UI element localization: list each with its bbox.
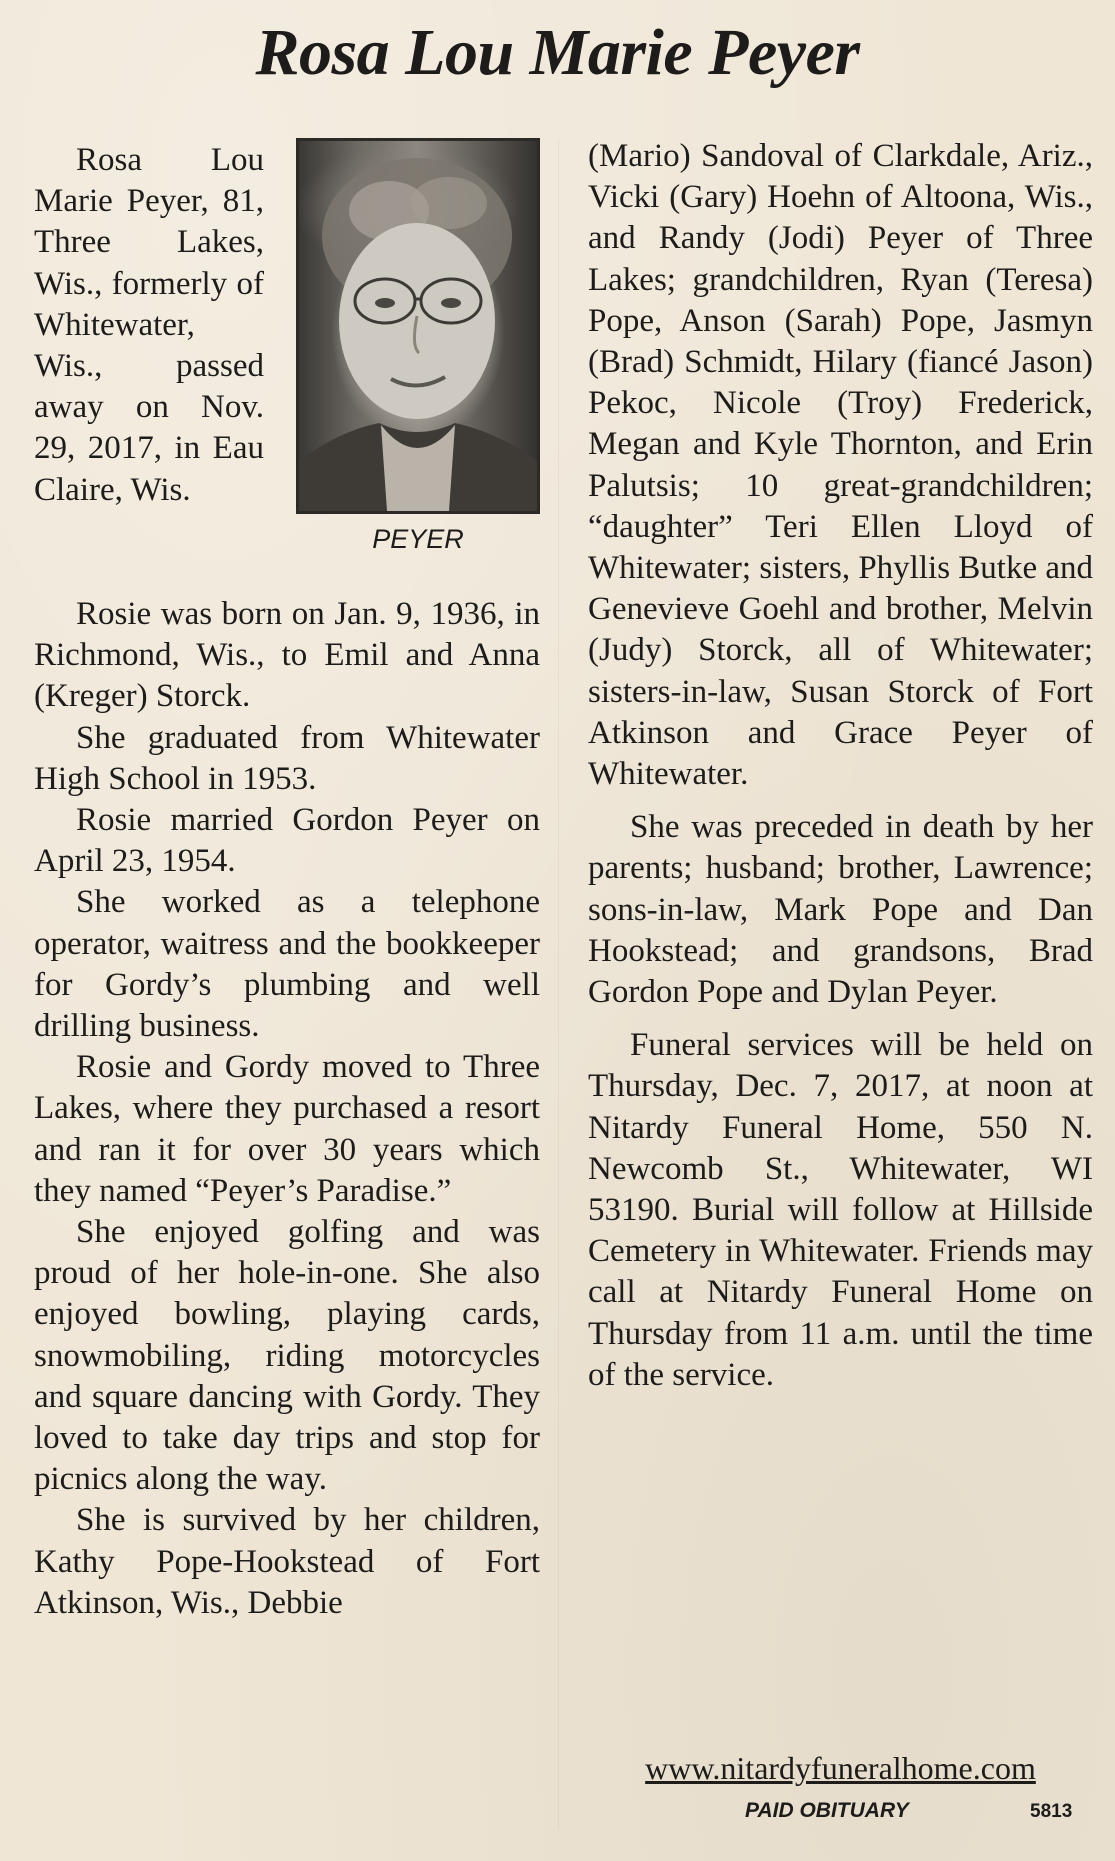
- paragraph-education: She graduated from Whitewater High School in 1953.: [34, 719, 540, 797]
- paragraph-services: Funeral services will be held on Thursday, Dec. 7, 2017, at noon at Nitardy Funeral Home, 550 N. Newcomb St., Whitewater, WI 53190. Burial will follow at Hillside Cemetery in Whitewater. Friends may call at Nitardy Funeral Home on Thursday from 11 a.m. until the time of the service.: [588, 1027, 1093, 1393]
- right-column: [588, 136, 1093, 1396]
- paragraph-preceded: She was preceded in death by her parents; husband; brother, Lawrence; sons-in-law, Mark Pope and Dan Hookstead; and grandsons, Brad Gordon Pope and Dylan Peyer.: [588, 809, 1093, 1011]
- left-column: [34, 594, 540, 1624]
- paragraph-work: She worked as a telephone operator, waitress and the bookkeeper for Gordy’s plumbing and well drilling business.: [34, 884, 540, 1045]
- portrait-silhouette: [299, 141, 537, 511]
- ad-number: 5813: [1030, 1801, 1073, 1822]
- lead-paragraph: Rosa Lou Marie Peyer, 81, Three Lakes, Wis., formerly of Whitewater, Wis., passed away on Nov. 29, 2017, in Eau Claire, Wis.: [34, 142, 264, 508]
- obituary-title: Rosa Lou Marie Peyer: [255, 16, 860, 89]
- funeral-home-website-link[interactable]: www.nitardyfuneralhome.com: [645, 1750, 1036, 1786]
- lead-paragraph-block: [34, 140, 264, 511]
- paragraph-resort: Rosie and Gordy moved to Three Lakes, where they purchased a resort and ran it for over 30 years which they named “Peyer’s Paradise.”: [34, 1049, 540, 1209]
- paid-obituary-label: PAID OBITUARY: [745, 1799, 909, 1822]
- portrait-photo: [296, 138, 540, 514]
- paragraph-survivors-start: She is survived by her children, Kathy Pope-Hookstead of Fort Atkinson, Wis., Debbie: [34, 1502, 540, 1621]
- column-divider: [558, 140, 559, 1830]
- paragraph-survivors-cont: (Mario) Sandoval of Clarkdale, Ariz., Vicki (Gary) Hoehn of Altoona, Wis., and Randy (Jodi) Peyer of Three Lakes; grandchildren, Ryan (Teresa) Pope, Anson (Sarah) Pope, Jasmyn (Brad) Schmidt, Hilary (fiancé Jason) Pekoc, Nicole (Troy) Frederick, Megan and Kyle Thornton, and Erin Palutsis; 10 great-grandchildren; “daughter” Teri Ellen Lloyd of Whitewater; sisters, Phyllis Butke and Genevieve Goehl and brother, Melvin (Judy) Storck, all of Whitewater; sisters-in-law, Susan Storck of Fort Atkinson and Grace Peyer of Whitewater.: [588, 138, 1094, 793]
- paragraph-marriage: Rosie married Gordon Peyer on April 23, 1954.: [34, 802, 540, 880]
- paragraph-hobbies: She enjoyed golfing and was proud of her hole-in-one. She also enjoyed bowling, playing cards, snowmobiling, riding motorcycles and square dancing with Gordy. They loved to take day trips and stop for picnics along the way.: [34, 1214, 540, 1498]
- photo-caption: PEYER: [372, 524, 464, 554]
- paragraph-birth: Rosie was born on Jan. 9, 1936, in Richmond, Wis., to Emil and Anna (Kreger) Storck.: [34, 596, 540, 715]
